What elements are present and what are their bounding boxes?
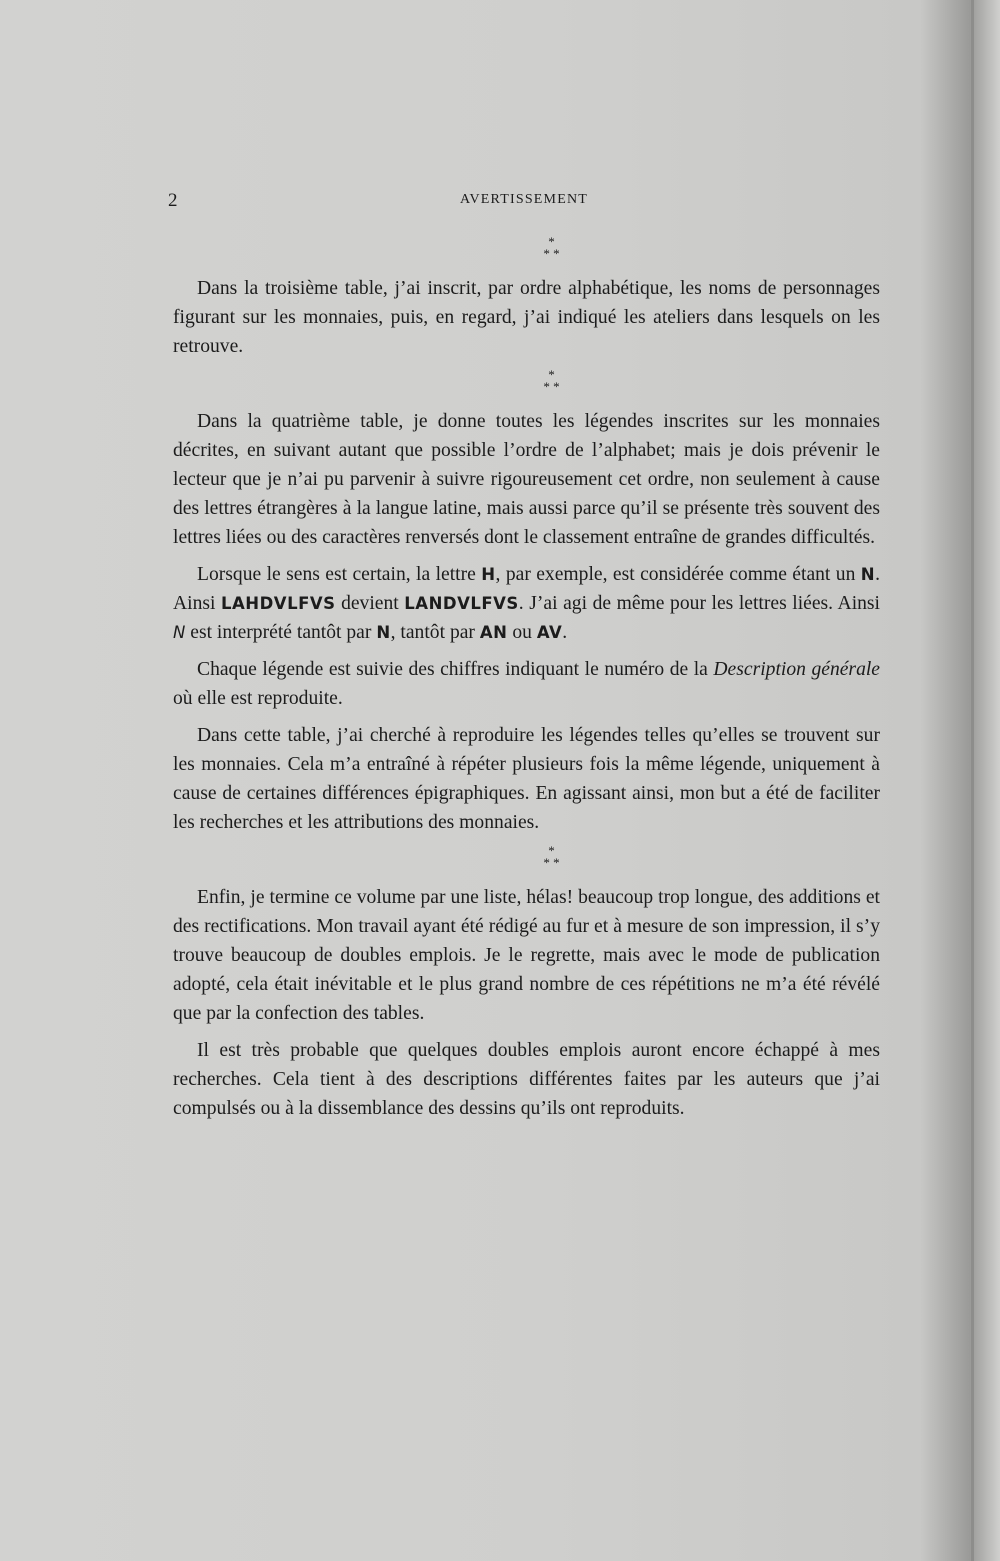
legend-letters-an: AN (479, 623, 508, 642)
italic-title: Description générale (713, 659, 880, 680)
asterism-top: * (548, 367, 555, 382)
paragraph-additions: Enfin, je termine ce volume par une liste, hélas! beaucoup trop longue, des additions et des rectifications. Mon travail ayant été rédigé au fur et à mesure de son impression, il s’y trouve beaucoup de doubles emplois. Je le regrette, mais avec le mode de publication adopté, cela était inévitable et le plus grand nombre de ces répétitions ne m’a été révélé que par la confection des tables. (173, 887, 880, 1024)
legend-letter-n: N (860, 565, 876, 584)
text-run: . Ainsi (173, 564, 880, 614)
text-run: devient (335, 593, 405, 614)
legend-example-landvlfvs: LANDVLFVS (404, 594, 519, 613)
text-run: ou (507, 622, 537, 643)
asterism-1 (173, 236, 880, 260)
page-number: 2 (168, 190, 178, 211)
paragraph-third-table: Dans la troisième table, j’ai inscrit, par ordre alphabétique, les noms de personnages figurant sur les monnaies, puis, en regard, j’ai indiqué les ateliers dans lesquels on les retrouve. (173, 278, 880, 357)
asterism-2 (173, 369, 880, 393)
running-title: AVERTISSEMENT (459, 192, 589, 207)
page-header (168, 190, 880, 214)
legend-letter-h: H (481, 565, 496, 584)
asterism-top: * (548, 234, 555, 249)
text-run: est interprété tantôt par (185, 622, 377, 643)
asterism-bottom: * * (543, 246, 560, 261)
paragraph-duplicates: Il est très probable que quelques doubles emplois auront encore échappé à mes recherches. Cela tient à des descriptions différentes faites par les auteurs que j’ai compulsés ou à la dissemblance des dessins qu’ils ont reproduits. (173, 1040, 880, 1119)
legend-ligature-n: N (173, 623, 186, 642)
text-run: où elle est reproduite. (173, 688, 343, 709)
page-gutter-shadow (971, 0, 974, 1561)
asterism-bottom: * * (543, 855, 560, 870)
text-run: . J’ai agi de même pour les lettres liées. Ainsi (518, 593, 880, 614)
paragraph-reproduction: Dans cette table, j’ai cherché à reproduire les légendes telles qu’elles se trouvent sur les monnaies. Cela m’a entraîné à répéter plusieurs fois la même légende, uniquement à cause de certaines différences épigraphiques. En agissant ainsi, mon but a été de faciliter les recherches et les attributions des monnaies. (173, 725, 880, 833)
legend-example-lahdvlfvs: LAHDVLFVS (221, 594, 336, 613)
body-text (173, 234, 880, 1131)
asterism-bottom: * * (543, 379, 560, 394)
paragraph-legend-numbers (173, 655, 880, 713)
text-run: , tantôt par (390, 622, 480, 643)
text-run: , par exemple, est considérée comme étant un (495, 564, 861, 585)
text-run: Lorsque le sens est certain, la lettre (197, 564, 482, 585)
legend-letters-av: AV (536, 623, 563, 642)
asterism-3 (173, 845, 880, 869)
text-run: . (562, 622, 568, 643)
paragraph-fourth-table: Dans la quatrième table, je donne toutes les légendes inscrites sur les monnaies décrites, en suivant autant que possible l’ordre de l’alphabet; mais je dois prévenir le lecteur que je n’ai pu parvenir à suivre rigoureusement cet ordre, non seulement à cause des lettres étrangères à la langue latine, mais aussi parce qu’il se présente très souvent des lettres liées ou des caractères renversés dont le classement entraîne de grandes difficultés. (173, 411, 880, 548)
asterism-top: * (548, 843, 555, 858)
text-run: Chaque légende est suivie des chiffres indiquant le numéro de la (197, 659, 714, 680)
legend-letter-n-2: N (376, 623, 391, 642)
paragraph-letter-interpretation (173, 560, 880, 647)
